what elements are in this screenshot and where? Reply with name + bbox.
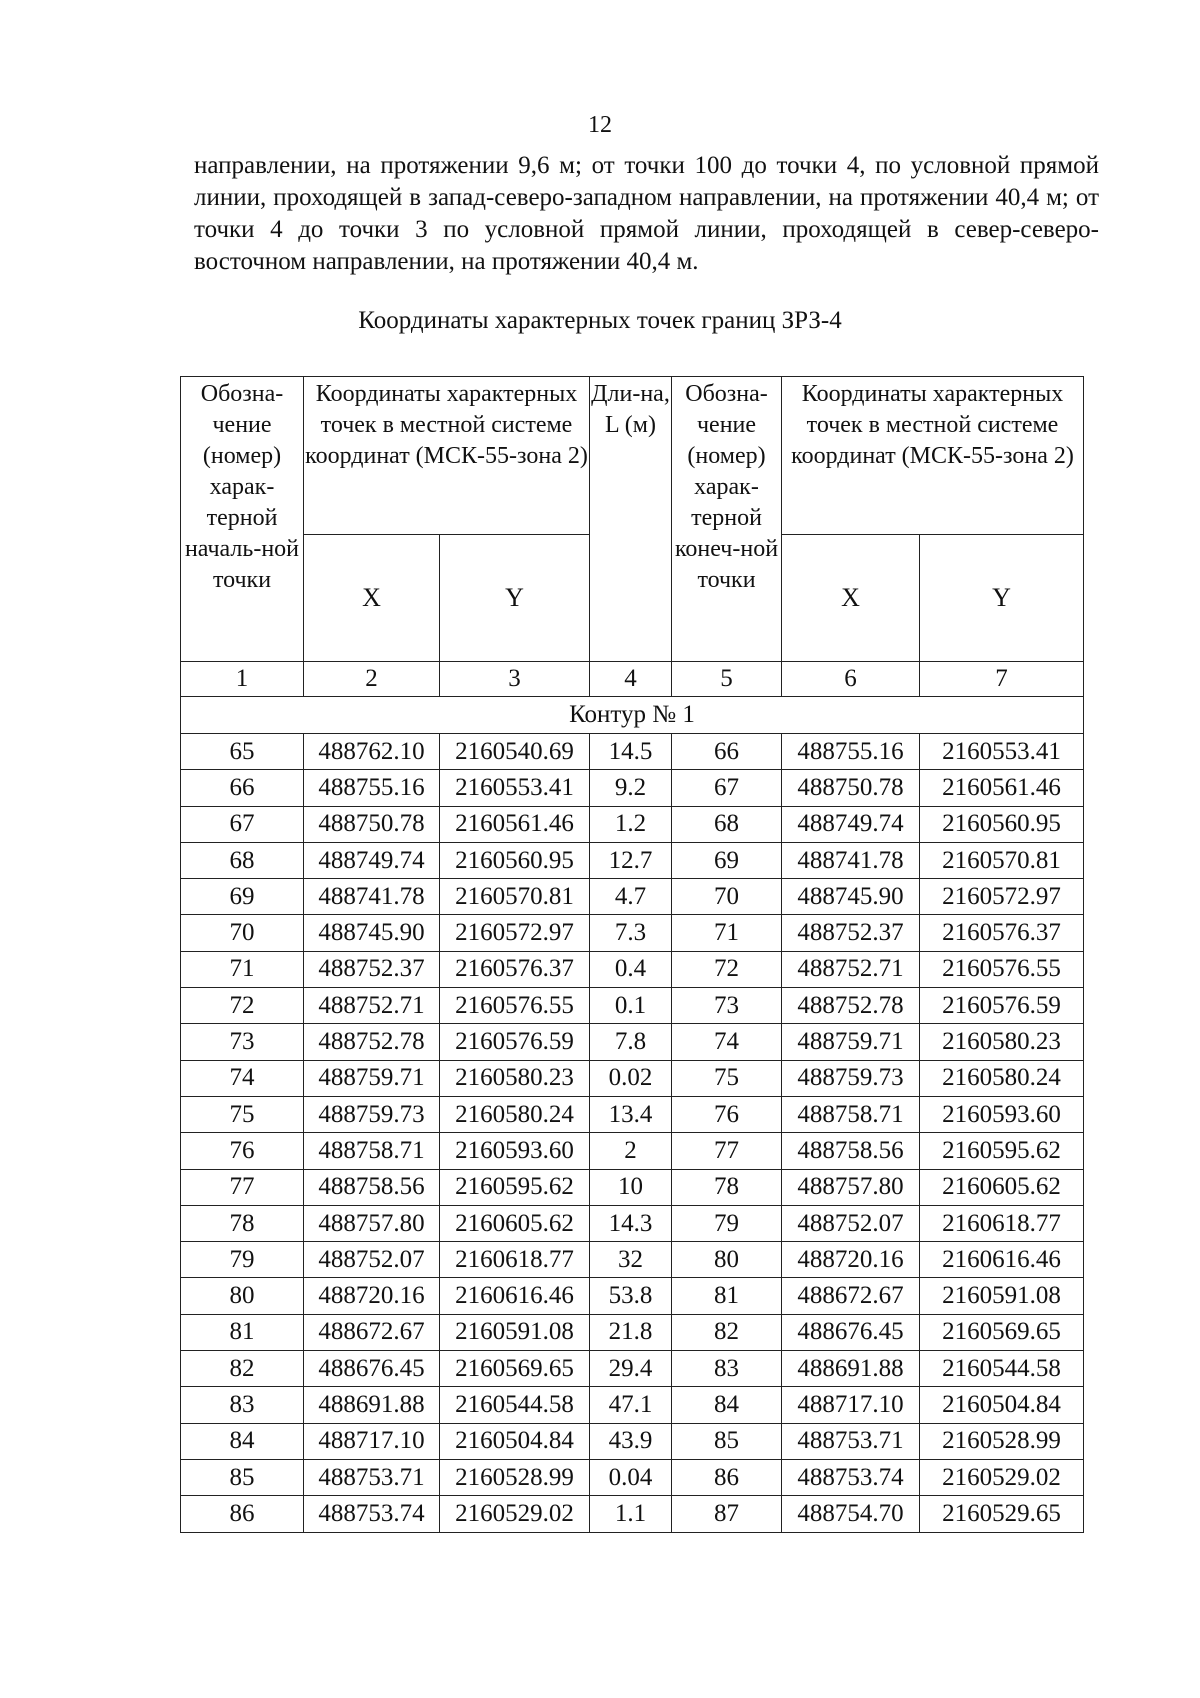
start-point-cell: 74 — [181, 1060, 304, 1096]
end-point-cell: 73 — [672, 988, 782, 1024]
start-x-cell: 488717.10 — [304, 1423, 440, 1459]
contour-row — [181, 697, 1084, 734]
end-point-cell: 86 — [672, 1459, 782, 1495]
start-x-cell: 488672.67 — [304, 1314, 440, 1350]
header-coords-end: Координаты характерных точек в местной системе координат (МСК-55-зона 2) — [782, 377, 1084, 535]
start-x-cell: 488676.45 — [304, 1351, 440, 1387]
table-row — [181, 1133, 1084, 1169]
start-point-cell: 75 — [181, 1096, 304, 1132]
length-cell: 0.02 — [590, 1060, 672, 1096]
start-point-cell: 70 — [181, 915, 304, 951]
end-y-cell: 2160593.60 — [920, 1096, 1084, 1132]
header-y-end: Y — [920, 535, 1084, 662]
length-cell: 13.4 — [590, 1096, 672, 1132]
length-cell: 0.1 — [590, 988, 672, 1024]
start-y-cell: 2160528.99 — [440, 1459, 590, 1495]
length-cell: 14.5 — [590, 734, 672, 770]
length-cell: 1.1 — [590, 1496, 672, 1532]
page-number: 12 — [588, 112, 612, 138]
end-y-cell: 2160553.41 — [920, 734, 1084, 770]
table-body — [181, 734, 1084, 1533]
length-cell: 12.7 — [590, 842, 672, 878]
end-x-cell: 488672.67 — [782, 1278, 920, 1314]
end-point-cell: 76 — [672, 1096, 782, 1132]
end-x-cell: 488745.90 — [782, 879, 920, 915]
end-y-cell: 2160529.02 — [920, 1459, 1084, 1495]
end-x-cell: 488758.56 — [782, 1133, 920, 1169]
length-cell: 7.3 — [590, 915, 672, 951]
table-row — [181, 1169, 1084, 1205]
end-x-cell: 488757.80 — [782, 1169, 920, 1205]
start-point-cell: 79 — [181, 1242, 304, 1278]
end-x-cell: 488753.71 — [782, 1423, 920, 1459]
length-cell: 0.4 — [590, 951, 672, 987]
start-point-cell: 83 — [181, 1387, 304, 1423]
end-point-cell: 78 — [672, 1169, 782, 1205]
start-y-cell: 2160504.84 — [440, 1423, 590, 1459]
table-row — [181, 734, 1084, 770]
end-point-cell: 75 — [672, 1060, 782, 1096]
header-x-start: X — [304, 535, 440, 662]
length-cell: 21.8 — [590, 1314, 672, 1350]
end-y-cell: 2160616.46 — [920, 1242, 1084, 1278]
start-point-cell: 66 — [181, 770, 304, 806]
start-x-cell: 488752.37 — [304, 951, 440, 987]
table-row — [181, 915, 1084, 951]
table-row — [181, 951, 1084, 987]
column-numbers-row — [181, 662, 1084, 697]
length-cell: 32 — [590, 1242, 672, 1278]
start-y-cell: 2160605.62 — [440, 1205, 590, 1241]
start-y-cell: 2160569.65 — [440, 1351, 590, 1387]
end-x-cell: 488752.37 — [782, 915, 920, 951]
table-row — [181, 1314, 1084, 1350]
start-point-cell: 80 — [181, 1278, 304, 1314]
column-number: 5 — [672, 662, 782, 697]
start-y-cell: 2160529.02 — [440, 1496, 590, 1532]
header-coords-start: Координаты характерных точек в местной системе координат (МСК-55-зона 2) — [304, 377, 590, 535]
length-cell: 2 — [590, 1133, 672, 1169]
start-y-cell: 2160618.77 — [440, 1242, 590, 1278]
column-number: 2 — [304, 662, 440, 697]
start-y-cell: 2160544.58 — [440, 1387, 590, 1423]
end-y-cell: 2160576.59 — [920, 988, 1084, 1024]
end-x-cell: 488691.88 — [782, 1351, 920, 1387]
end-y-cell: 2160572.97 — [920, 879, 1084, 915]
start-point-cell: 72 — [181, 988, 304, 1024]
end-point-cell: 83 — [672, 1351, 782, 1387]
table-row — [181, 1496, 1084, 1532]
length-cell: 43.9 — [590, 1423, 672, 1459]
end-y-cell: 2160576.37 — [920, 915, 1084, 951]
end-x-cell: 488752.78 — [782, 988, 920, 1024]
start-y-cell: 2160572.97 — [440, 915, 590, 951]
table-row — [181, 1387, 1084, 1423]
length-cell: 29.4 — [590, 1351, 672, 1387]
end-x-cell: 488750.78 — [782, 770, 920, 806]
start-point-cell: 78 — [181, 1205, 304, 1241]
start-y-cell: 2160561.46 — [440, 806, 590, 842]
header-x-end: X — [782, 535, 920, 662]
end-x-cell: 488717.10 — [782, 1387, 920, 1423]
start-x-cell: 488753.71 — [304, 1459, 440, 1495]
start-x-cell: 488691.88 — [304, 1387, 440, 1423]
end-point-cell: 71 — [672, 915, 782, 951]
header-start-point: Обозна-чение (номер) харак-терной началь-ной точки — [181, 377, 304, 662]
start-x-cell: 488759.73 — [304, 1096, 440, 1132]
start-y-cell: 2160540.69 — [440, 734, 590, 770]
start-x-cell: 488759.71 — [304, 1060, 440, 1096]
end-x-cell: 488720.16 — [782, 1242, 920, 1278]
start-y-cell: 2160595.62 — [440, 1169, 590, 1205]
start-y-cell: 2160553.41 — [440, 770, 590, 806]
end-y-cell: 2160591.08 — [920, 1278, 1084, 1314]
table-row — [181, 1024, 1084, 1060]
end-x-cell: 488758.71 — [782, 1096, 920, 1132]
end-point-cell: 87 — [672, 1496, 782, 1532]
start-point-cell: 82 — [181, 1351, 304, 1387]
length-cell: 9.2 — [590, 770, 672, 806]
column-number: 3 — [440, 662, 590, 697]
start-point-cell: 84 — [181, 1423, 304, 1459]
start-x-cell: 488762.10 — [304, 734, 440, 770]
end-point-cell: 69 — [672, 842, 782, 878]
end-point-cell: 82 — [672, 1314, 782, 1350]
table-row — [181, 842, 1084, 878]
table-row — [181, 806, 1084, 842]
start-point-cell: 68 — [181, 842, 304, 878]
end-point-cell: 66 — [672, 734, 782, 770]
table-row — [181, 1351, 1084, 1387]
end-x-cell: 488676.45 — [782, 1314, 920, 1350]
table-row — [181, 1423, 1084, 1459]
end-y-cell: 2160576.55 — [920, 951, 1084, 987]
start-point-cell: 69 — [181, 879, 304, 915]
table-header — [181, 377, 1084, 734]
end-y-cell: 2160580.23 — [920, 1024, 1084, 1060]
end-y-cell: 2160561.46 — [920, 770, 1084, 806]
end-x-cell: 488752.07 — [782, 1205, 920, 1241]
start-y-cell: 2160576.37 — [440, 951, 590, 987]
start-y-cell: 2160591.08 — [440, 1314, 590, 1350]
length-cell: 47.1 — [590, 1387, 672, 1423]
start-point-cell: 67 — [181, 806, 304, 842]
column-number: 6 — [782, 662, 920, 697]
length-cell: 0.04 — [590, 1459, 672, 1495]
table-title: Координаты характерных точек границ ЗРЗ-4 — [358, 307, 842, 334]
coordinates-table — [180, 376, 1084, 1533]
length-cell: 53.8 — [590, 1278, 672, 1314]
start-point-cell: 65 — [181, 734, 304, 770]
header-end-point: Обозна-чение (номер) харак-терной конеч-ной точки — [672, 377, 782, 662]
end-x-cell: 488753.74 — [782, 1459, 920, 1495]
end-point-cell: 67 — [672, 770, 782, 806]
table-row — [181, 1459, 1084, 1495]
end-x-cell: 488749.74 — [782, 806, 920, 842]
header-y-start: Y — [440, 535, 590, 662]
length-cell: 14.3 — [590, 1205, 672, 1241]
start-y-cell: 2160580.24 — [440, 1096, 590, 1132]
start-y-cell: 2160576.59 — [440, 1024, 590, 1060]
end-y-cell: 2160605.62 — [920, 1169, 1084, 1205]
start-y-cell: 2160616.46 — [440, 1278, 590, 1314]
start-point-cell: 85 — [181, 1459, 304, 1495]
column-number: 1 — [181, 662, 304, 697]
table-row — [181, 770, 1084, 806]
start-y-cell: 2160593.60 — [440, 1133, 590, 1169]
table-row — [181, 879, 1084, 915]
start-x-cell: 488758.56 — [304, 1169, 440, 1205]
end-point-cell: 77 — [672, 1133, 782, 1169]
start-point-cell: 81 — [181, 1314, 304, 1350]
end-x-cell: 488755.16 — [782, 734, 920, 770]
start-point-cell: 77 — [181, 1169, 304, 1205]
length-cell: 10 — [590, 1169, 672, 1205]
start-y-cell: 2160570.81 — [440, 879, 590, 915]
start-x-cell: 488752.78 — [304, 1024, 440, 1060]
table-row — [181, 1205, 1084, 1241]
end-y-cell: 2160569.65 — [920, 1314, 1084, 1350]
length-cell: 1.2 — [590, 806, 672, 842]
end-point-cell: 68 — [672, 806, 782, 842]
start-y-cell: 2160580.23 — [440, 1060, 590, 1096]
end-y-cell: 2160580.24 — [920, 1060, 1084, 1096]
column-number: 4 — [590, 662, 672, 697]
end-point-cell: 80 — [672, 1242, 782, 1278]
header-length: Дли-на, L (м) — [590, 377, 672, 662]
end-y-cell: 2160618.77 — [920, 1205, 1084, 1241]
start-x-cell: 488752.07 — [304, 1242, 440, 1278]
table-row — [181, 1278, 1084, 1314]
start-x-cell: 488758.71 — [304, 1133, 440, 1169]
column-number: 7 — [920, 662, 1084, 697]
end-point-cell: 79 — [672, 1205, 782, 1241]
start-x-cell: 488741.78 — [304, 879, 440, 915]
start-point-cell: 71 — [181, 951, 304, 987]
end-y-cell: 2160595.62 — [920, 1133, 1084, 1169]
length-cell: 7.8 — [590, 1024, 672, 1060]
end-y-cell: 2160570.81 — [920, 842, 1084, 878]
table-row — [181, 1242, 1084, 1278]
start-y-cell: 2160576.55 — [440, 988, 590, 1024]
table-row — [181, 1096, 1084, 1132]
end-point-cell: 84 — [672, 1387, 782, 1423]
start-x-cell: 488757.80 — [304, 1205, 440, 1241]
end-point-cell: 70 — [672, 879, 782, 915]
start-x-cell: 488755.16 — [304, 770, 440, 806]
end-x-cell: 488754.70 — [782, 1496, 920, 1532]
start-x-cell: 488745.90 — [304, 915, 440, 951]
end-x-cell: 488741.78 — [782, 842, 920, 878]
end-point-cell: 74 — [672, 1024, 782, 1060]
end-y-cell: 2160528.99 — [920, 1423, 1084, 1459]
intro-paragraph: направлении, на протяжении 9,6 м; от точки 100 до точки 4, по условной прямой линии, проходящей в запад-северо-западном направлении, на протяжении 40,4 м; от точки 4 до точки 3 по условной прямой линии, проходящей в север-северо-восточном направлении, на протяжении 40,4 м. — [194, 152, 1099, 275]
start-x-cell: 488720.16 — [304, 1278, 440, 1314]
end-x-cell: 488752.71 — [782, 951, 920, 987]
end-point-cell: 72 — [672, 951, 782, 987]
contour-label: Контур № 1 — [181, 697, 1084, 734]
length-cell: 4.7 — [590, 879, 672, 915]
end-point-cell: 81 — [672, 1278, 782, 1314]
start-point-cell: 76 — [181, 1133, 304, 1169]
end-y-cell: 2160529.65 — [920, 1496, 1084, 1532]
start-x-cell: 488750.78 — [304, 806, 440, 842]
start-x-cell: 488749.74 — [304, 842, 440, 878]
end-point-cell: 85 — [672, 1423, 782, 1459]
end-x-cell: 488759.73 — [782, 1060, 920, 1096]
start-point-cell: 73 — [181, 1024, 304, 1060]
end-y-cell: 2160544.58 — [920, 1351, 1084, 1387]
start-y-cell: 2160560.95 — [440, 842, 590, 878]
end-y-cell: 2160560.95 — [920, 806, 1084, 842]
start-x-cell: 488752.71 — [304, 988, 440, 1024]
end-x-cell: 488759.71 — [782, 1024, 920, 1060]
end-y-cell: 2160504.84 — [920, 1387, 1084, 1423]
table-row — [181, 1060, 1084, 1096]
start-x-cell: 488753.74 — [304, 1496, 440, 1532]
start-point-cell: 86 — [181, 1496, 304, 1532]
table-row — [181, 988, 1084, 1024]
